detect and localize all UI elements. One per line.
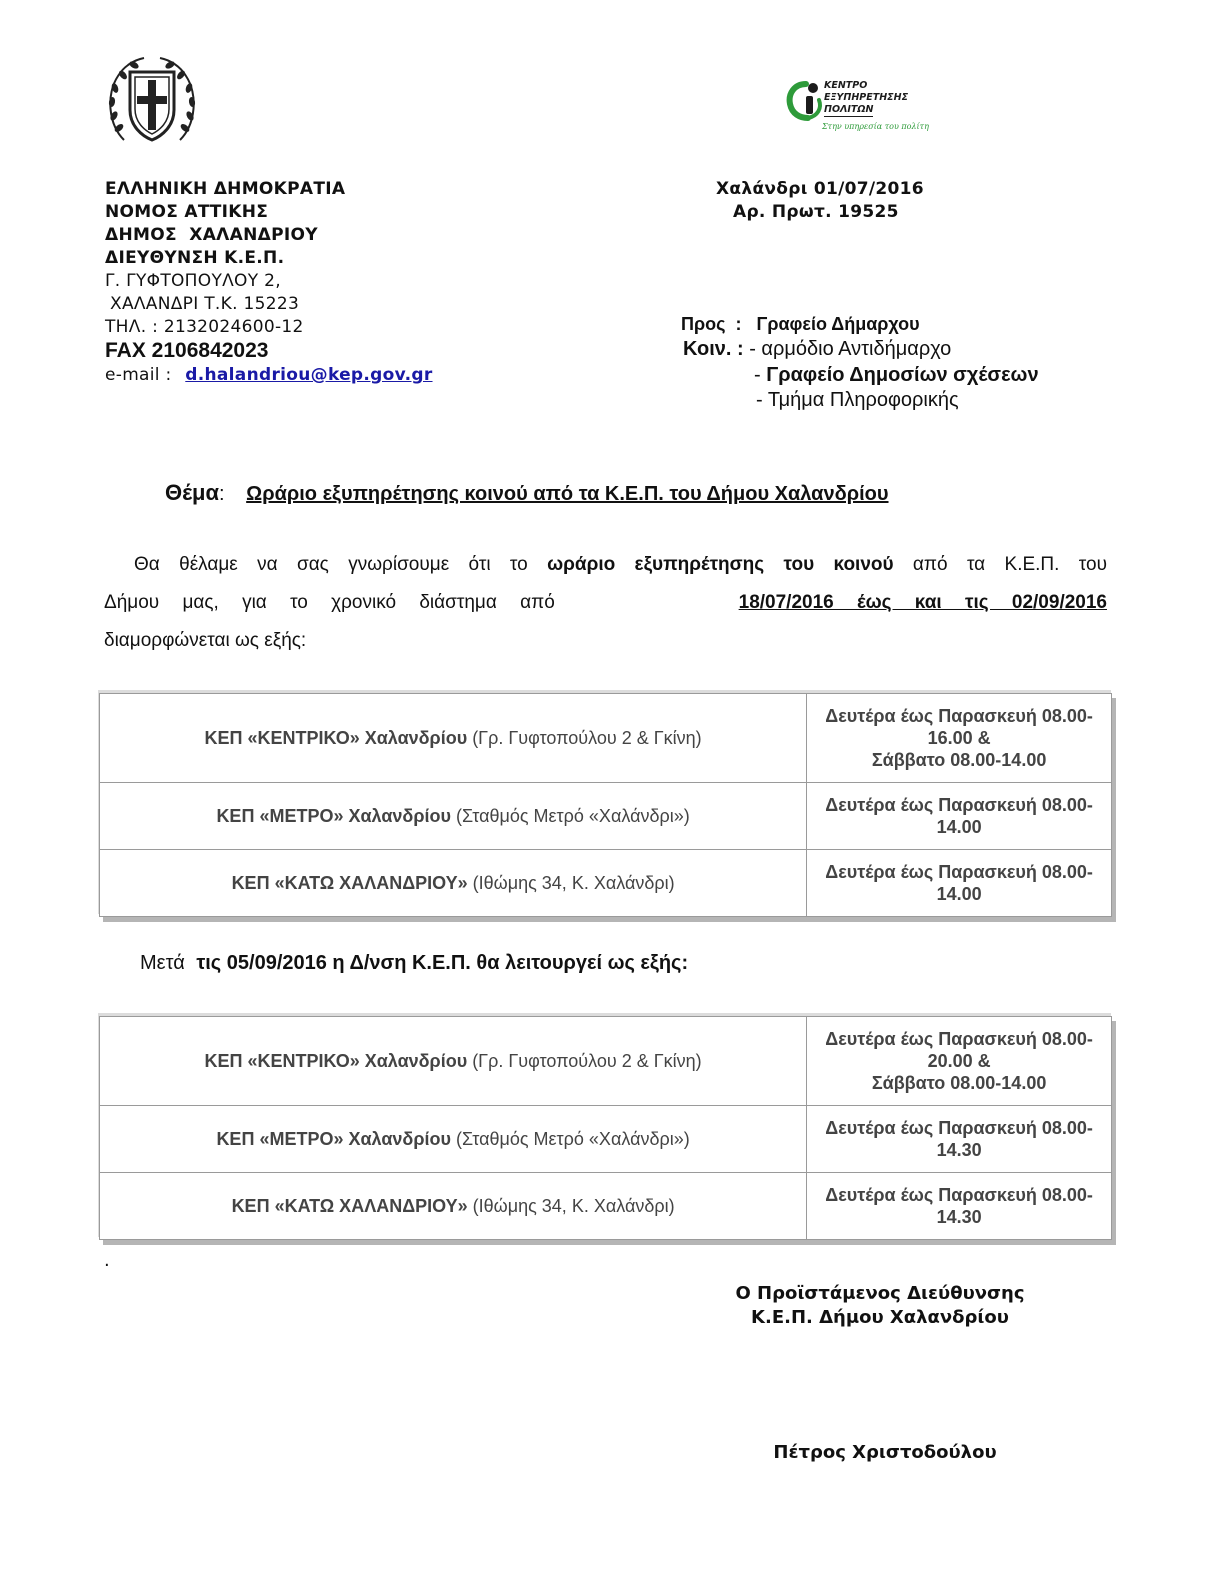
signature-name: Πέτρος Χριστοδούλου [773,1442,997,1463]
location-address: (Ιθώμης 34, Κ. Χαλάνδρι) [472,1195,675,1216]
recipient-to-row [681,313,920,335]
kep-i-symbol-icon [786,78,828,122]
protocol-number: Αρ. Πρωτ. 19525 [733,202,899,222]
hours-line: Δευτέρα έως Παρασκευή 08.00- [825,795,1093,815]
sender-phone: ΤΗΛ. : 2132024600-12 [105,317,304,337]
sender-address-city: ΧΑΛΑΝΔΡΙ Τ.Κ. 15223 [110,294,300,314]
intro-text-3: Δήμου μας, για το χρονικό διάστημα από [104,592,555,613]
recipient-cc-label: Κοιν. : [683,338,744,360]
subject-colon: : [219,483,225,505]
location-cell [100,1106,807,1173]
table-row [100,783,1112,850]
location-address: (Γρ. Γυφτοπούλου 2 & Γκίνη) [472,727,702,748]
location-name: ΚΕΠ «ΚΑΤΩ ΧΑΛΑΝΔΡΙΟΥ» [231,1195,468,1216]
intro-line-1 [104,546,1107,584]
hours-cell [807,1017,1112,1106]
schedule-table-current [99,693,1112,917]
signature-title-2: Κ.Ε.Π. Δήμου Χαλανδρίου [751,1307,1009,1328]
hours-line: 14.00 [936,884,982,904]
signature-title-1: Ο Προϊστάμενος Διεύθυνσης [735,1283,1025,1304]
sender-address-street: Γ. ΓΥΦΤΟΠΟΥΛΟΥ 2, [105,271,281,291]
location-address: (Σταθμός Μετρό «Χαλάνδρι») [455,1128,690,1149]
kep-logo-slogan: Στην υπηρεσία του πολίτη [822,122,929,131]
kep-logo-line2: ΕΞΥΠΗΡΕΤΗΣΗΣ [824,92,909,103]
subject-label: Θέμα [165,480,220,505]
location-cell [100,850,807,917]
sender-email-row [105,364,625,386]
schedule-table-new [99,1016,1112,1240]
after-date-prefix: Μετά [140,952,185,974]
hours-cell [807,850,1112,917]
hours-line: Δευτέρα έως Παρασκευή 08.00- [825,1118,1093,1138]
subject-row [165,480,889,507]
table-row [100,850,1112,917]
kep-logo-line3: ΠΟΛΙΤΩΝ [824,104,874,115]
sender-email-label: e-mail : [105,365,172,385]
table-row [100,1106,1112,1173]
subject-text: Ωράριο εξυπηρέτησης κοινού από τα Κ.Ε.Π. του Δήμου Χαλανδρίου [246,483,889,505]
signature-block [700,1282,1060,1330]
recipient-cc-2-row [754,363,1039,387]
hours-line: 14.30 [936,1207,982,1227]
sender-line-municipality: ΔΗΜΟΣ ΧΑΛΑΝΔΡΙΟΥ [105,225,318,245]
trailing-dot: . [104,1250,110,1271]
table-row [100,694,1112,783]
hours-line: 16.00 & [927,728,991,748]
intro-text-1: Θα θέλαμε να σας γνωρίσουμε ότι το [134,554,528,575]
sender-line-prefecture: ΝΟΜΟΣ ΑΤΤΙΚΗΣ [105,202,269,222]
location-name: ΚΕΠ «ΜΕΤΡΟ» Χαλανδρίου [216,805,451,826]
hours-line: Σάββατο 08.00-14.00 [871,750,1047,770]
place-date: Χαλάνδρι 01/07/2016 [716,179,924,199]
sender-block [105,178,625,386]
hours-line: 14.00 [936,817,982,837]
sender-email-link[interactable]: d.halandriou@kep.gov.gr [185,365,433,385]
sender-line-directorate: ΔΙΕΥΘΥΝΣΗ Κ.Ε.Π. [105,248,285,268]
location-name: ΚΕΠ «ΚΑΤΩ ΧΑΛΑΝΔΡΙΟΥ» [231,872,468,893]
intro-text-2: από τα Κ.Ε.Π. του [912,554,1107,575]
hours-line: Δευτέρα έως Παρασκευή 08.00- [825,706,1093,726]
location-cell [100,1173,807,1240]
kep-logo-line1: ΚΕΝΤΡΟ [824,80,868,91]
recipient-to-label: Προς : [681,314,742,334]
location-name: ΚΕΠ «ΚΕΝΤΡΙΚΟ» Χαλανδρίου [204,1050,468,1071]
intro-text-4: διαμορφώνεται ως εξής: [104,630,307,651]
recipient-cc-1: - αρμόδιο Αντιδήμαρχο [749,338,952,360]
intro-bold-phrase: ωράριο εξυπηρέτησης του κοινού [547,554,894,575]
location-cell [100,1017,807,1106]
table-row [100,1017,1112,1106]
hours-cell [807,1106,1112,1173]
hours-cell [807,1173,1112,1240]
location-address: (Ιθώμης 34, Κ. Χαλάνδρι) [472,872,675,893]
hours-line: Δευτέρα έως Παρασκευή 08.00- [825,1029,1093,1049]
after-date-text: τις 05/09/2016 η Δ/νση Κ.Ε.Π. θα λειτουργεί ως εξής: [196,952,689,974]
intro-period: 18/07/2016 έως και τις 02/09/2016 [738,592,1107,613]
hours-line: Δευτέρα έως Παρασκευή 08.00- [825,862,1093,882]
greek-coat-of-arms-logo [104,54,200,150]
recipient-cc-2: Γραφείο Δημοσίων σχέσεων [766,364,1039,386]
intro-line-2 [104,584,1107,622]
recipient-cc-row [683,337,951,361]
sender-line-republic: ΕΛΛΗΝΙΚΗ ΔΗΜΟΚΡΑΤΙΑ [105,179,346,199]
location-address: (Γρ. Γυφτοπούλου 2 & Γκίνη) [472,1050,702,1071]
location-cell [100,783,807,850]
recipient-cc-3: - Τμήμα Πληροφορικής [756,389,959,411]
hours-cell [807,694,1112,783]
location-cell [100,694,807,783]
hours-line: 20.00 & [927,1051,991,1071]
hours-line: Δευτέρα έως Παρασκευή 08.00- [825,1185,1093,1205]
intro-paragraph [104,546,1107,660]
hours-line: 14.30 [936,1140,982,1160]
table-row [100,1173,1112,1240]
after-date-line [140,950,688,976]
recipient-to-value: Γραφείο Δήμαρχου [756,314,920,334]
hours-cell [807,783,1112,850]
hours-line: Σάββατο 08.00-14.00 [871,1073,1047,1093]
location-name: ΚΕΠ «ΚΕΝΤΡΙΚΟ» Χαλανδρίου [204,727,468,748]
kep-logo [786,78,936,138]
recipient-cc-2-dash: - [754,364,761,386]
location-address: (Σταθμός Μετρό «Χαλάνδρι») [455,805,690,826]
sender-fax: FAX 2106842023 [105,339,269,362]
location-name: ΚΕΠ «ΜΕΤΡΟ» Χαλανδρίου [216,1128,451,1149]
